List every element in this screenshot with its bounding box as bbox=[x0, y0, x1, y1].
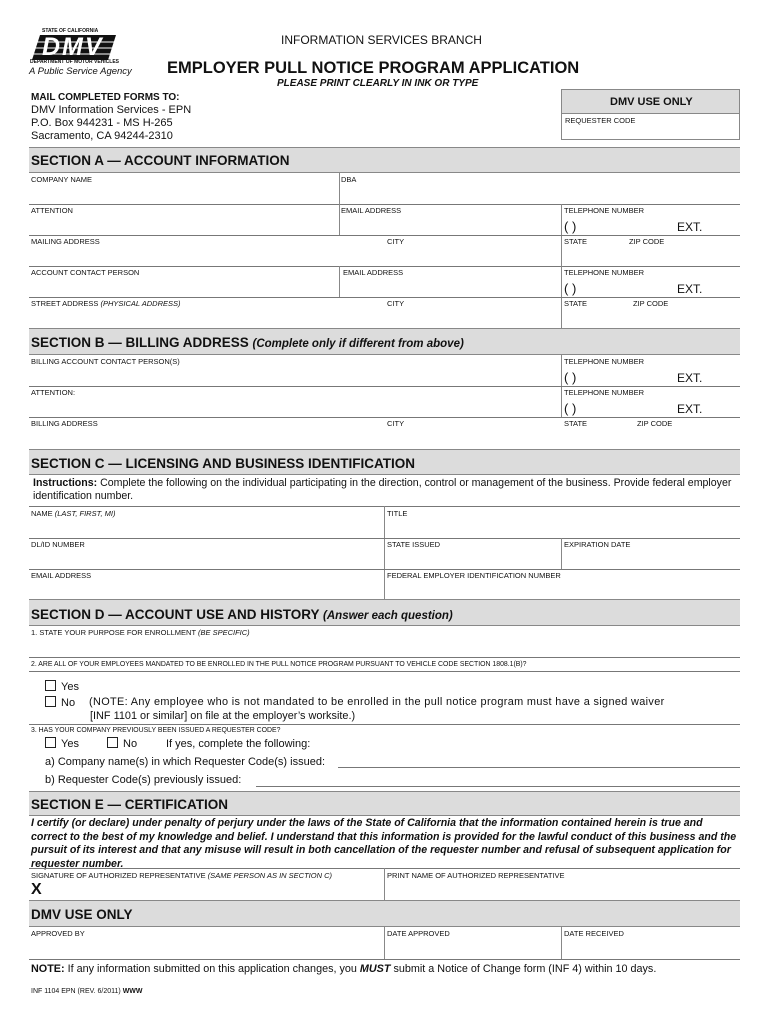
dmv-logo bbox=[28, 30, 120, 66]
section-e-title: SECTION E — CERTIFICATION bbox=[31, 797, 229, 812]
previous-codes-field[interactable] bbox=[256, 772, 740, 786]
zip-label-b: ZIP CODE bbox=[637, 419, 673, 428]
name-label-c: NAME (LAST, FIRST, MI) bbox=[31, 509, 116, 518]
billing-address-field[interactable] bbox=[29, 418, 384, 449]
print-name-field[interactable] bbox=[385, 869, 740, 900]
zip-field-a[interactable] bbox=[627, 236, 740, 266]
approved-by-label: APPROVED BY bbox=[31, 929, 85, 938]
email-field-a2[interactable] bbox=[340, 267, 561, 297]
zip-field-b[interactable] bbox=[635, 418, 740, 449]
company-name-field[interactable] bbox=[29, 174, 339, 205]
name-field-c[interactable] bbox=[29, 507, 384, 538]
telephone-label-b1: TELEPHONE NUMBER bbox=[564, 357, 645, 366]
date-approved-label: DATE APPROVED bbox=[387, 929, 450, 938]
fein-field[interactable] bbox=[385, 570, 740, 599]
telephone-field-a2[interactable] bbox=[562, 277, 740, 297]
phone-paren-b1: ( ) bbox=[564, 370, 577, 385]
state-issued-field[interactable] bbox=[385, 539, 561, 569]
phone-paren-a2: ( ) bbox=[564, 281, 577, 296]
dmv-use-heading: DMV USE ONLY bbox=[610, 96, 693, 108]
email-label-a2: EMAIL ADDRESS bbox=[343, 268, 404, 277]
telephone-field-b1[interactable] bbox=[562, 366, 740, 387]
zip-label-a2: ZIP CODE bbox=[633, 299, 669, 308]
question-3b-label: b) Requester Code(s) previously issued: bbox=[45, 774, 242, 786]
section-e-header bbox=[29, 791, 740, 816]
city-label-a2: CITY bbox=[387, 299, 405, 308]
telephone-field-b2[interactable] bbox=[562, 397, 740, 417]
form-subtitle: PLEASE PRINT CLEARLY IN INK OR TYPE bbox=[277, 78, 479, 89]
dmv-use-only-header bbox=[29, 900, 740, 927]
street-address-label: STREET ADDRESS (PHYSICAL ADDRESS) bbox=[31, 299, 181, 308]
question-1-label: 1. STATE YOUR PURPOSE FOR ENROLLMENT (BE SPECIFIC) bbox=[31, 628, 250, 637]
footer-note: NOTE: If any information submitted on this application changes, you MUST submit a Notice of Change form (INF 4) within 10 days. bbox=[31, 963, 657, 975]
logo-dept: DEPARTMENT OF MOTOR VEHICLES bbox=[30, 59, 119, 65]
purpose-field[interactable] bbox=[29, 637, 740, 657]
dmv-use-only-title: DMV USE ONLY bbox=[31, 907, 133, 922]
mandated-note-line2: [INF 1101 or similar] on file at the employer’s worksite.) bbox=[90, 710, 356, 722]
section-c-header bbox=[29, 449, 740, 475]
street-address-field[interactable] bbox=[29, 298, 384, 328]
mailing-address-field[interactable] bbox=[29, 236, 384, 266]
city-label-b: CITY bbox=[387, 419, 405, 428]
section-a-title: SECTION A — ACCOUNT INFORMATION bbox=[31, 153, 290, 168]
ext-label-b1: EXT. bbox=[677, 371, 703, 385]
logo-letters: DMV bbox=[42, 33, 104, 61]
signature-label: SIGNATURE OF AUTHORIZED REPRESENTATIVE (SAME PERSON AS IN SECTION C) bbox=[31, 871, 333, 880]
dl-id-field[interactable] bbox=[29, 539, 384, 569]
city-label-a: CITY bbox=[387, 237, 405, 246]
section-d-header bbox=[29, 599, 740, 626]
dba-label: DBA bbox=[341, 175, 357, 184]
mailing-address-label: MAILING ADDRESS bbox=[31, 237, 100, 246]
zip-label-a: ZIP CODE bbox=[629, 237, 665, 246]
section-b-title: SECTION B — BILLING ADDRESS (Complete only if different from above) bbox=[31, 335, 464, 350]
state-label-a: STATE bbox=[564, 237, 588, 246]
mail-line2: P.O. Box 944231 - MS H-265 bbox=[31, 117, 173, 129]
branch-name: INFORMATION SERVICES BRANCH bbox=[281, 33, 482, 47]
title-label-c: TITLE bbox=[387, 509, 408, 518]
state-issued-label: STATE ISSUED bbox=[387, 540, 441, 549]
attention-label: ATTENTION bbox=[31, 206, 73, 215]
attention-field[interactable] bbox=[29, 205, 339, 236]
mandated-yes-checkbox[interactable] bbox=[45, 680, 56, 691]
section-c-title: SECTION C — LICENSING AND BUSINESS IDENTIFICATION bbox=[31, 456, 416, 471]
mail-line1: DMV Information Services - EPN bbox=[31, 104, 192, 116]
question-2-label: 2. ARE ALL OF YOUR EMPLOYEES MANDATED TO BE ENROLLED IN THE PULL NOTICE PROGRAM PURSUANT TO VEHICLE CODE SECTION 1808.1(B)? bbox=[31, 661, 527, 668]
billing-contact-field[interactable] bbox=[29, 356, 561, 387]
approved-by-field[interactable] bbox=[29, 928, 384, 959]
telephone-field-a[interactable] bbox=[562, 215, 740, 236]
city-field-a[interactable] bbox=[385, 236, 561, 266]
telephone-label-a: TELEPHONE NUMBER bbox=[564, 206, 645, 215]
form-title: EMPLOYER PULL NOTICE PROGRAM APPLICATION bbox=[167, 59, 580, 77]
telephone-label-a2: TELEPHONE NUMBER bbox=[564, 268, 645, 277]
contact-person-label: ACCOUNT CONTACT PERSON bbox=[31, 268, 140, 277]
mandated-no-checkbox[interactable] bbox=[45, 696, 56, 707]
company-names-field[interactable] bbox=[338, 753, 740, 767]
date-received-label: DATE RECEIVED bbox=[564, 929, 624, 938]
state-field-a2[interactable] bbox=[562, 298, 630, 328]
email-label-c: EMAIL ADDRESS bbox=[31, 571, 92, 580]
mandated-note-line1: (NOTE: Any employee who is not mandated to be enrolled in the pull notice program must have a signed waiver bbox=[89, 696, 665, 708]
tagline: A Public Service Agency bbox=[29, 66, 132, 77]
signature-field[interactable] bbox=[29, 869, 384, 900]
section-d-title: SECTION D — ACCOUNT USE AND HISTORY (Answer each question) bbox=[31, 607, 453, 622]
fein-label: FEDERAL EMPLOYER IDENTIFICATION NUMBER bbox=[387, 571, 561, 580]
question-3a-label: a) Company name(s) in which Requester Code(s) issued: bbox=[45, 756, 326, 768]
ext-label-a2: EXT. bbox=[677, 282, 703, 296]
telephone-label-b2: TELEPHONE NUMBER bbox=[564, 388, 645, 397]
if-yes-text: If yes, complete the following: bbox=[166, 738, 311, 750]
ext-label-a1: EXT. bbox=[677, 220, 703, 234]
email-field-a[interactable] bbox=[340, 205, 561, 236]
state-label-a2: STATE bbox=[564, 299, 588, 308]
state-field-a[interactable] bbox=[562, 236, 626, 266]
print-name-label: PRINT NAME OF AUTHORIZED REPRESENTATIVE bbox=[387, 871, 565, 880]
city-field-b[interactable] bbox=[385, 418, 561, 449]
signature-x-mark: X bbox=[31, 881, 42, 898]
phone-paren-a1: ( ) bbox=[564, 219, 577, 234]
form-id: INF 1104 EPN (REV. 6/2011) WWW bbox=[31, 988, 143, 995]
certification-statement: I certify (or declare) under penalty of perjury under the laws of the State of California that the information contained herein is true and correct to the best of my knowledge and belief. I understand that this information is provided for the lawful conduct of this business and the pursuit of its interest and that any misuse will result in both cancellation of the requester number and refusal of subsequent application for requester number. bbox=[31, 817, 737, 870]
dl-id-label: DL/ID NUMBER bbox=[31, 540, 85, 549]
billing-contact-label: BILLING ACCOUNT CONTACT PERSON(S) bbox=[31, 357, 180, 366]
prior-code-no-option[interactable]: No bbox=[107, 737, 137, 750]
ext-label-b2: EXT. bbox=[677, 402, 703, 416]
question-3-label: 3. HAS YOUR COMPANY PREVIOUSLY BEEN ISSUED A REQUESTER CODE? bbox=[31, 727, 281, 734]
phone-paren-b2: ( ) bbox=[564, 401, 577, 416]
expiration-date-label: EXPIRATION DATE bbox=[564, 540, 631, 549]
contact-person-field[interactable] bbox=[29, 267, 339, 297]
date-received-field[interactable] bbox=[562, 928, 740, 959]
zip-field-a2[interactable] bbox=[631, 298, 740, 328]
attention-field-b[interactable] bbox=[29, 387, 561, 417]
mandated-yes-option[interactable]: Yes bbox=[45, 680, 79, 693]
city-field-a2[interactable] bbox=[385, 298, 561, 328]
prior-code-yes-checkbox[interactable] bbox=[45, 737, 56, 748]
company-name-label: COMPANY NAME bbox=[31, 175, 92, 184]
date-approved-field[interactable] bbox=[385, 928, 561, 959]
section-c-instructions: Instructions: Complete the following on the individual participating in the direction, control or management of the business. Provide federal employer identification number. bbox=[33, 477, 732, 502]
expiration-date-field[interactable] bbox=[562, 539, 740, 569]
title-field-c[interactable] bbox=[385, 507, 740, 538]
dba-field[interactable] bbox=[340, 174, 740, 205]
mandated-no-option[interactable]: No bbox=[45, 696, 75, 709]
section-b-header bbox=[29, 328, 740, 355]
logo-state: STATE OF CALIFORNIA bbox=[42, 28, 99, 34]
mail-line3: Sacramento, CA 94244-2310 bbox=[31, 130, 173, 142]
requester-code-label: REQUESTER CODE bbox=[565, 116, 636, 125]
state-field-b[interactable] bbox=[562, 418, 634, 449]
state-label-b: STATE bbox=[564, 419, 588, 428]
email-field-c[interactable] bbox=[29, 570, 384, 599]
prior-code-yes-option[interactable]: Yes bbox=[45, 737, 79, 750]
mail-heading: MAIL COMPLETED FORMS TO: bbox=[31, 92, 180, 103]
billing-address-label: BILLING ADDRESS bbox=[31, 419, 98, 428]
email-label-a: EMAIL ADDRESS bbox=[341, 206, 402, 215]
prior-code-no-checkbox[interactable] bbox=[107, 737, 118, 748]
attention-label-b: ATTENTION: bbox=[31, 388, 76, 397]
section-a-header bbox=[29, 147, 740, 173]
requester-code-field[interactable] bbox=[561, 114, 740, 140]
